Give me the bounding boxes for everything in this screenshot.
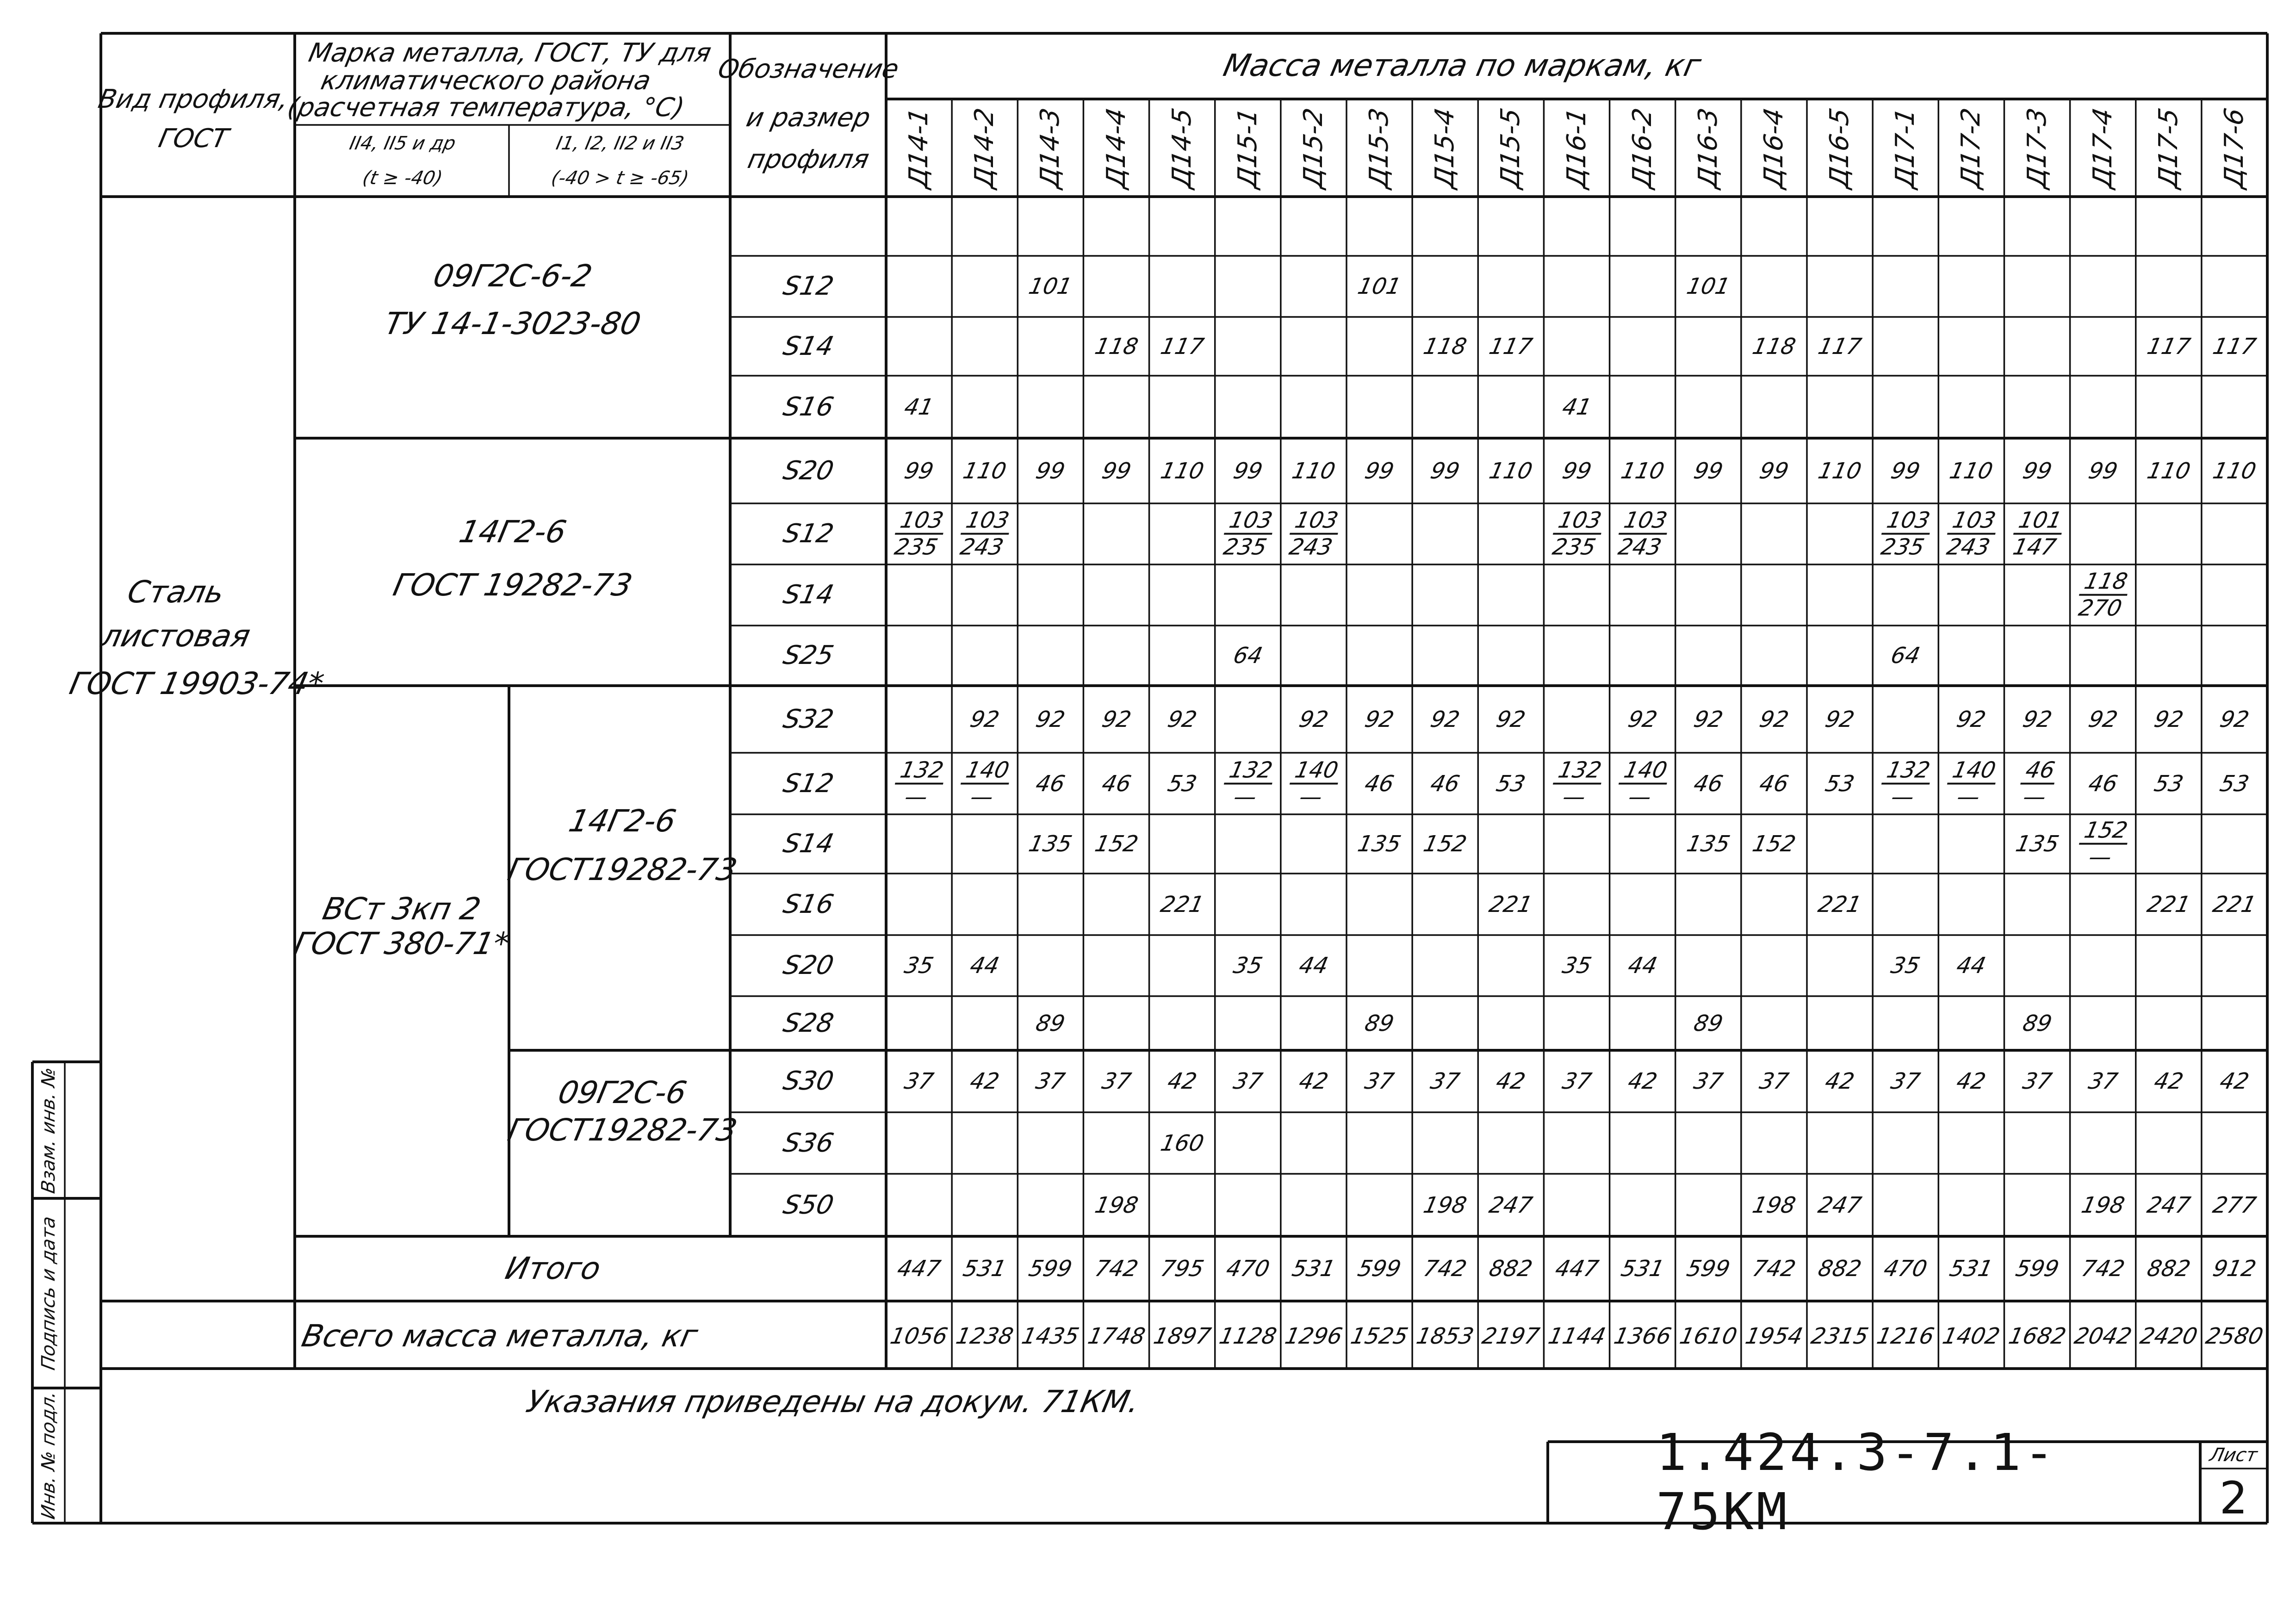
fraction-cell: $\frac{103}{235}$ [890,509,949,559]
column-header: Д15-4 [1430,105,1460,191]
column-header: Д15-2 [1298,105,1328,191]
column-header: Д17-3 [2022,105,2052,191]
total-cell: 1056 [888,1323,950,1349]
total-cell: 1610 [1677,1323,1739,1349]
mass-cell: 117 [1487,333,1535,360]
mass-cell: 99 [2086,458,2120,484]
group3-spec: ГОСТ 380-71* [291,926,513,961]
mass-cell: 118 [1092,333,1141,360]
total-cell: 1402 [1940,1323,2003,1349]
itogo-cell: 742 [2079,1256,2127,1282]
mass-cell: 221 [1487,891,1535,917]
mass-cell: 42 [1297,1068,1331,1094]
mass-cell: 42 [1494,1068,1528,1094]
total-cell: 2580 [2203,1323,2265,1349]
mass-cell: 46 [1691,770,1725,797]
mass-cell: 53 [1165,770,1199,797]
itogo-cell: 531 [961,1256,1009,1282]
total-cell: 1748 [1085,1323,1148,1349]
mass-cell: 37 [902,1068,936,1094]
mass-cell: 89 [1691,1010,1725,1036]
row-size: S14 [780,331,837,361]
mass-cell: 152 [1750,831,1798,857]
mass-cell: 89 [2020,1010,2054,1036]
group3b-spec: ГОСТ19282-73 [504,1112,740,1148]
fraction-cell: $\frac{103}{243}$ [1613,509,1672,559]
mass-cell: 99 [2020,458,2054,484]
column-header: Д16-4 [1758,105,1789,191]
itogo-cell: 742 [1421,1256,1469,1282]
mass-cell: 92 [1428,706,1462,732]
group2-spec: ГОСТ 19282-73 [390,567,636,603]
total-cell: 1897 [1151,1323,1213,1349]
row-size: S36 [780,1128,837,1158]
column-header: Д15-3 [1364,105,1395,191]
column-header: Д14-5 [1167,105,1197,191]
itogo-cell: 470 [1224,1256,1272,1282]
mass-cell: 92 [1823,706,1857,732]
mass-cell: 92 [1165,706,1199,732]
itogo-cell: 882 [2145,1256,2193,1282]
mass-cell: 37 [1691,1068,1725,1094]
mass-cell: 221 [1816,891,1864,917]
itogo-cell: 531 [1618,1256,1667,1282]
mass-cell: 42 [968,1068,1002,1094]
total-cell: 2315 [1809,1323,1871,1349]
header-size: и размер [744,103,874,133]
mass-cell: 53 [2152,770,2186,797]
mass-cell: 35 [1888,953,1923,979]
header-climate-left: II4, II5 и др [348,133,458,154]
itogo-cell: 882 [1816,1256,1864,1282]
fraction-cell: $\frac{132}{—}$ [1218,758,1277,809]
mass-cell: 37 [1033,1068,1067,1094]
fraction-cell: $\frac{101}{147}$ [2008,509,2066,559]
mass-cell: 198 [1092,1192,1141,1218]
row-size: S16 [780,889,837,919]
mass-cell: 118 [1750,333,1798,360]
fraction-cell: $\frac{103}{235}$ [1876,509,1935,559]
total-cell: 1853 [1414,1323,1477,1349]
mass-cell: 92 [1099,706,1133,732]
mass-cell: 37 [1757,1068,1791,1094]
mass-cell: 89 [1362,1010,1396,1036]
mass-cell: 37 [1099,1068,1133,1094]
mass-cell: 92 [2020,706,2054,732]
mass-cell: 198 [1750,1192,1798,1218]
mass-cell: 42 [1626,1068,1660,1094]
mass-cell: 92 [1691,706,1725,732]
fraction-cell: $\frac{46}{—}$ [2015,758,2059,809]
itogo-cell: 742 [1092,1256,1141,1282]
mass-cell: 247 [1487,1192,1535,1218]
mass-cell: 99 [1428,458,1462,484]
column-header: Д16-3 [1693,105,1723,191]
profile-label-gost: ГОСТ 19903-74* [66,666,327,701]
mass-cell: 135 [2013,831,2061,857]
itogo-cell: 599 [2013,1256,2061,1282]
mass-cell: 277 [2210,1192,2259,1218]
total-cell: 1435 [1019,1323,1082,1349]
sheet-number: 2 [2219,1472,2248,1524]
mass-cell: 110 [1290,458,1338,484]
mass-cell: 110 [2145,458,2193,484]
header-climate-region: климатического района [318,66,654,96]
row-size: S14 [780,829,837,859]
row-size: S14 [780,580,837,610]
fraction-cell: $\frac{132}{—}$ [890,758,949,809]
mass-cell: 53 [1494,770,1528,797]
total-cell: 1128 [1216,1323,1279,1349]
mass-cell: 41 [902,394,936,420]
row-size: S20 [780,455,837,486]
mass-cell: 92 [1757,706,1791,732]
itogo-cell: 742 [1750,1256,1798,1282]
total-label: Всего масса металла, кг [298,1318,701,1354]
fraction-cell: $\frac{103}{243}$ [1942,509,2001,559]
row-size: S12 [780,271,837,301]
column-header: Д15-5 [1496,105,1526,191]
column-header: Д17-4 [2087,105,2118,191]
mass-cell: 160 [1158,1130,1206,1156]
column-header: Д17-2 [1956,105,1986,191]
header-mass-title: Масса металла по маркам, кг [1220,48,1705,83]
table-grid [32,33,2267,1523]
mass-cell: 53 [2217,770,2252,797]
mass-cell: 99 [1691,458,1725,484]
header-designation: Обозначение [715,54,902,84]
mass-cell: 99 [902,458,936,484]
mass-cell: 118 [1421,333,1469,360]
mass-cell: 247 [1816,1192,1864,1218]
row-size: S50 [780,1190,837,1220]
mass-cell: 99 [1362,458,1396,484]
itogo-cell: 531 [1947,1256,1996,1282]
mass-cell: 44 [1626,953,1660,979]
fraction-cell: $\frac{118}{270}$ [2073,570,2132,620]
itogo-cell: 882 [1487,1256,1535,1282]
column-header: Д17-1 [1890,105,1921,191]
mass-cell: 37 [2020,1068,2054,1094]
mass-cell: 92 [968,706,1002,732]
header-climate-right-temp: (-40 > t ≥ -65) [549,167,691,189]
mass-cell: 99 [1888,458,1923,484]
mass-cell: 92 [2152,706,2186,732]
mass-cell: 110 [1158,458,1206,484]
mass-cell: 42 [1823,1068,1857,1094]
group3b-grade: 09Г2С-6 [555,1075,690,1110]
mass-cell: 99 [1231,458,1265,484]
mass-cell: 221 [2145,891,2193,917]
mass-cell: 53 [1823,770,1857,797]
total-cell: 1238 [954,1323,1016,1349]
group1-spec: ТУ 14-1-3023-80 [381,306,644,341]
total-cell: 2197 [1480,1323,1542,1349]
header-profile-type: Вид профиля, [95,84,292,114]
mass-cell: 221 [1158,891,1206,917]
mass-cell: 99 [1099,458,1133,484]
fraction-cell: $\frac{140}{—}$ [1613,758,1672,809]
row-size: S12 [780,519,837,549]
mass-cell: 135 [1684,831,1732,857]
mass-cell: 110 [1816,458,1864,484]
mass-cell: 46 [2086,770,2120,797]
row-size: S32 [780,704,837,734]
column-header: Д14-1 [904,105,934,191]
total-cell: 1216 [1874,1323,1937,1349]
header-climate-right: I1, I2, II2 и II3 [554,133,686,154]
document-code: 1.424.3-7.1-75КМ [1656,1423,2057,1541]
fraction-cell: $\frac{152}{—}$ [2073,819,2132,869]
mass-cell: 42 [1954,1068,1988,1094]
itogo-label: Итого [502,1251,604,1286]
fraction-cell: $\frac{140}{—}$ [956,758,1014,809]
note-text: Указания приведены на докум. 71КМ. [523,1384,1143,1419]
itogo-cell: 795 [1158,1256,1206,1282]
itogo-cell: 599 [1684,1256,1732,1282]
group3a-grade: 14Г2-6 [565,803,679,839]
mass-cell: 92 [1297,706,1331,732]
mass-cell: 64 [1888,643,1923,669]
mass-cell: 117 [2210,333,2259,360]
mass-cell: 44 [968,953,1002,979]
fraction-cell: $\frac{132}{—}$ [1547,758,1606,809]
fraction-cell: $\frac{103}{235}$ [1547,509,1606,559]
mass-cell: 221 [2210,891,2259,917]
row-size: S30 [780,1066,837,1096]
mass-cell: 37 [1428,1068,1462,1094]
mass-cell: 35 [1231,953,1265,979]
mass-cell: 101 [1026,273,1075,299]
mass-cell: 247 [2145,1192,2193,1218]
mass-cell: 44 [1297,953,1331,979]
fraction-cell: $\frac{103}{235}$ [1218,509,1277,559]
total-cell: 1144 [1545,1323,1608,1349]
mass-cell: 42 [2152,1068,2186,1094]
mass-cell: 37 [1888,1068,1923,1094]
column-header: Д14-3 [1035,105,1066,191]
mass-cell: 92 [2217,706,2252,732]
mass-cell: 42 [2217,1068,2252,1094]
fraction-cell: $\frac{103}{243}$ [1285,509,1343,559]
header-design-temp: (расчетная температура, °С) [285,93,687,123]
total-cell: 1682 [2006,1323,2068,1349]
mass-cell: 99 [1560,458,1594,484]
total-cell: 1296 [1282,1323,1345,1349]
mass-cell: 110 [1947,458,1996,484]
mass-cell: 37 [1362,1068,1396,1094]
fraction-cell: $\frac{140}{—}$ [1285,758,1343,809]
column-header: Д17-5 [2153,105,2184,191]
mass-cell: 92 [1033,706,1067,732]
mass-cell: 117 [1816,333,1864,360]
total-cell: 1366 [1611,1323,1674,1349]
mass-cell: 110 [2210,458,2259,484]
group1-grade: 09Г2С-6-2 [430,258,596,294]
mass-cell: 101 [1355,273,1403,299]
mass-cell: 92 [2086,706,2120,732]
mass-cell: 117 [2145,333,2193,360]
mass-cell: 46 [1362,770,1396,797]
row-size: S25 [780,640,837,670]
header-climate-left-temp: (t ≥ -40) [360,167,445,189]
mass-cell: 46 [1757,770,1791,797]
header-profile-gost: ГОСТ [155,124,231,154]
margin-sign-date: Подпись и дата [38,1215,59,1372]
fraction-cell: $\frac{132}{—}$ [1876,758,1935,809]
fraction-cell: $\frac{140}{—}$ [1942,758,2001,809]
total-cell: 1954 [1743,1323,1805,1349]
mass-cell: 46 [1033,770,1067,797]
column-header: Д16-2 [1627,105,1657,191]
row-size: S16 [780,391,837,422]
mass-cell: 92 [1362,706,1396,732]
mass-cell: 37 [1560,1068,1594,1094]
column-header: Д14-4 [1101,105,1131,191]
mass-cell: 92 [1954,706,1988,732]
header-profile: профиля [745,144,872,174]
mass-cell: 152 [1421,831,1469,857]
mass-cell: 37 [1231,1068,1265,1094]
mass-cell: 198 [2079,1192,2127,1218]
margin-inv-repl: Взам. инв. № [38,1066,59,1195]
mass-cell: 135 [1355,831,1403,857]
group3-grade: ВСт 3кп 2 [319,891,484,927]
mass-cell: 41 [1560,394,1594,420]
mass-cell: 135 [1026,831,1075,857]
mass-cell: 92 [1494,706,1528,732]
mass-cell: 110 [961,458,1009,484]
fraction-cell: $\frac{103}{243}$ [956,509,1014,559]
mass-cell: 99 [1033,458,1067,484]
margin-inv-orig: Инв. № подл. [38,1389,59,1521]
row-size: S28 [780,1008,837,1038]
row-size: S12 [780,768,837,799]
mass-cell: 152 [1092,831,1141,857]
mass-cell: 46 [1099,770,1133,797]
column-header: Д16-1 [1561,105,1592,191]
row-size: S20 [780,950,837,980]
mass-cell: 44 [1954,953,1988,979]
sheet-label: Лист [2208,1444,2259,1466]
itogo-cell: 531 [1290,1256,1338,1282]
itogo-cell: 447 [1552,1256,1601,1282]
mass-cell: 35 [902,953,936,979]
group2-grade: 14Г2-6 [456,514,570,550]
itogo-cell: 470 [1881,1256,1930,1282]
group3a-spec: ГОСТ19282-73 [504,852,740,887]
total-cell: 2420 [2137,1323,2200,1349]
mass-cell: 110 [1487,458,1535,484]
mass-cell: 101 [1684,273,1732,299]
profile-label-steel: Сталь [124,574,228,610]
column-header: Д14-2 [969,105,1000,191]
mass-cell: 46 [1428,770,1462,797]
mass-cell: 117 [1158,333,1206,360]
mass-cell: 92 [1626,706,1660,732]
column-header: Д16-5 [1824,105,1855,191]
mass-cell: 99 [1757,458,1791,484]
mass-cell: 89 [1033,1010,1067,1036]
mass-cell: 110 [1618,458,1667,484]
itogo-cell: 599 [1026,1256,1075,1282]
itogo-cell: 912 [2210,1256,2259,1282]
total-cell: 1525 [1348,1323,1411,1349]
column-header: Д15-1 [1232,105,1263,191]
mass-cell: 42 [1165,1068,1199,1094]
profile-label-sheet: листовая [98,618,254,654]
itogo-cell: 447 [895,1256,943,1282]
column-header: Д17-6 [2219,105,2249,191]
mass-cell: 35 [1560,953,1594,979]
mass-cell: 64 [1231,643,1265,669]
header-steel-grade: Марка металла, ГОСТ, ТУ для [306,38,714,68]
mass-cell: 37 [2086,1068,2120,1094]
mass-cell: 198 [1421,1192,1469,1218]
itogo-cell: 599 [1355,1256,1403,1282]
total-cell: 2042 [2072,1323,2134,1349]
